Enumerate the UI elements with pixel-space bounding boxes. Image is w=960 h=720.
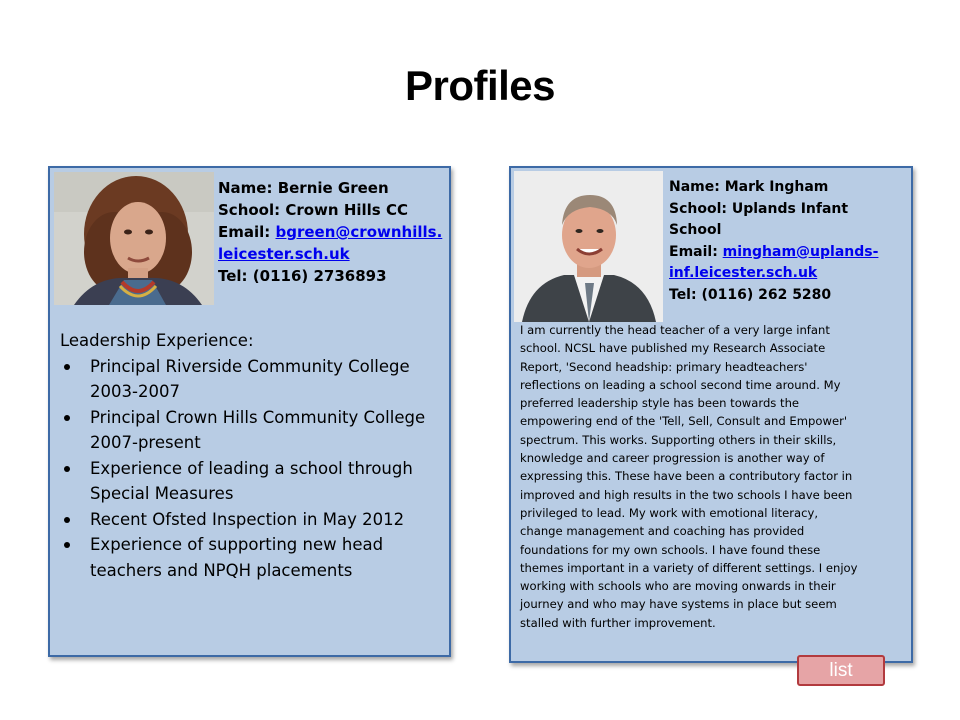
profile-info-bernie-green <box>218 177 442 287</box>
bio-line: stalled with further improvement. <box>520 615 716 630</box>
page-title: Profiles <box>404 62 556 109</box>
profile-school: School: Crown Hills CC <box>218 201 408 219</box>
experience-line: Recent Ofsted Inspection in May 2012 <box>90 509 405 529</box>
experience-line: Experience of supporting new head <box>90 535 384 554</box>
email-link-part2[interactable]: leicester.sch.uk <box>218 245 350 263</box>
bio-line: spectrum. This works. Supporting others in their skills, <box>520 432 837 447</box>
bio-line: expressing this. These have been a contributory factor in <box>520 469 853 484</box>
bio-line: foundations for my own schools. I have found these <box>520 542 821 557</box>
profile-school-cont: School <box>669 222 722 238</box>
experience-item <box>60 507 440 533</box>
email-link-mark-ingham[interactable] <box>723 244 879 260</box>
bio-line: privileged to lead. My work with emotional literacy, <box>520 505 819 520</box>
email-link-bernie-green-cont[interactable] <box>218 245 350 263</box>
profile-name: Name: Bernie Green <box>218 179 389 197</box>
profile-name: Name: Mark Ingham <box>669 179 829 195</box>
list-button[interactable]: list <box>797 655 885 686</box>
profile-card-mark-ingham <box>509 166 913 663</box>
bio-line: empowering end of the 'Tell, Sell, Consult and Empower' <box>520 414 848 429</box>
experience-item <box>60 456 440 507</box>
email-link-part2[interactable]: inf.leicester.sch.uk <box>669 265 818 281</box>
experience-line: Principal Riverside Community College <box>90 356 410 376</box>
bio-line: journey and who may have systems in place but seem <box>520 597 837 612</box>
profile-email-row-cont <box>218 243 442 265</box>
profile-bio <box>520 321 902 632</box>
email-link-mark-ingham-cont[interactable] <box>669 265 817 281</box>
email-link-part1[interactable]: bgreen@crownhills. <box>275 223 443 241</box>
email-label: Email: <box>218 223 271 241</box>
experience-line: Experience of leading a school through <box>90 458 413 478</box>
leadership-experience <box>60 328 440 583</box>
email-label: Email: <box>669 243 718 260</box>
profile-photo-mark-ingham <box>514 171 663 322</box>
email-link-part1[interactable]: mingham@uplands- <box>722 243 879 260</box>
profile-school: School: Uplands Infant <box>669 200 849 217</box>
bio-line: improved and high results in the two schools I have been <box>520 487 853 502</box>
bio-line: school. NCSL have published my Research Associate <box>520 341 826 356</box>
experience-title: Leadership Experience: <box>60 331 254 350</box>
profile-email-row-cont <box>669 263 878 285</box>
bio-line: working with schools who are moving onwards in their <box>520 579 836 594</box>
experience-line: Special Measures <box>90 484 234 503</box>
bio-line: Report, 'Second headship: primary headteachers' <box>520 359 808 374</box>
experience-line: Principal Crown Hills Community College <box>90 407 426 427</box>
experience-item <box>60 405 440 456</box>
profile-email-row <box>218 221 442 243</box>
profile-info-mark-ingham <box>669 177 878 306</box>
experience-item <box>60 354 440 405</box>
bio-line: knowledge and career progression is another way of <box>520 451 825 466</box>
experience-list <box>60 354 440 584</box>
bio-line: reflections on leading a school second time around. My <box>520 377 841 392</box>
profile-card-bernie-green <box>48 166 451 657</box>
profile-photo-bernie-green <box>54 172 214 305</box>
bio-line: themes important in a variety of different settings. I enjoy <box>520 560 858 575</box>
experience-item <box>60 532 440 583</box>
bio-line: I am currently the head teacher of a very large infant <box>520 323 830 337</box>
experience-line: 2003-2007 <box>90 382 180 401</box>
email-link-bernie-green[interactable] <box>276 223 443 241</box>
experience-line: 2007-present <box>90 433 201 452</box>
experience-line: teachers and NPQH placements <box>90 560 353 580</box>
profile-tel: Tel: (0116) 2736893 <box>218 267 387 285</box>
profile-email-row <box>669 242 878 264</box>
bio-line: preferred leadership style has been towards the <box>520 396 800 411</box>
bio-line: change management and coaching has provided <box>520 524 805 539</box>
profile-tel: Tel: (0116) 262 5280 <box>669 286 832 303</box>
